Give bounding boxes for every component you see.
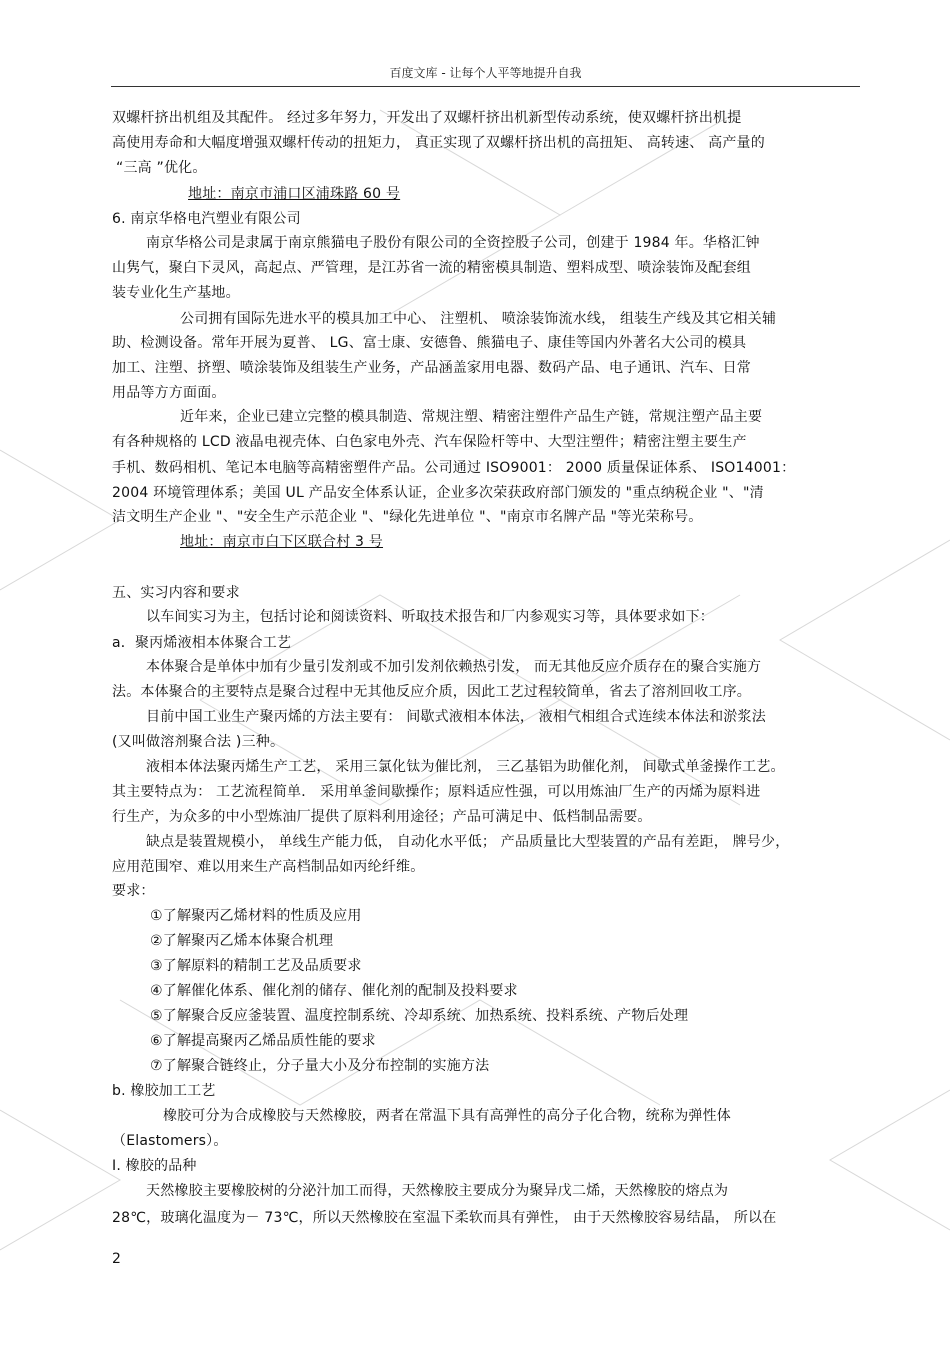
text-line: 手机、数码相机、笔记本电脑等高精密塑件产品。公司通过 ISO9001： 2000 质量保证体系、 ISO14001： (112, 460, 796, 476)
text-line: 助、检测设备。常年开展为夏普、 LG、富士康、安德鲁、熊猫电子、康佳等国内外著名大公司的模具 (112, 335, 747, 351)
text-line: 目前中国工业生产聚丙烯的方法主要有： 间歇式液相本体法， 液相气相组合式连续本体法和淤浆法 (146, 709, 766, 725)
text-line: 有各种规格的 LCD 液晶电视壳体、白色家电外壳、汽车保险杆等中、大型注塑件；精密注塑主要生产 (112, 434, 747, 450)
text-line: 行生产，为众多的中小型炼油厂提供了原料利用途径；产品可满足中、低档制品需要。 (112, 809, 652, 825)
text-line: 洁文明生产企业 "、"安全生产示范企业 "、"绿化先进单位 "、"南京市名牌产品 "等光荣称号。 (112, 509, 703, 525)
text-line: 缺点是装置规模小， 单线生产能力低， 自动化水平低； 产品质量比大型装置的产品有差距， 牌号少， (146, 834, 790, 850)
text-line: (又叫做溶剂聚合法 )三种。 (112, 734, 285, 750)
text-line: 山隽气，聚白下灵风，高起点、严管理，是江苏省一流的精密模具制造、塑料成型、喷涂装饰及配套组 (112, 260, 751, 276)
list-item: ⑥了解提高聚丙乙烯品质性能的要求 (150, 1033, 376, 1049)
text-line: 加工、注塑、挤塑、喷涂装饰及组装生产业务，产品涵盖家用电器、数码产品、电子通讯、汽车、日常 (112, 360, 751, 376)
list-item: ④了解催化体系、催化剂的储存、催化剂的配制及投料要求 (150, 983, 518, 999)
subsection-heading: b. 橡胶加工工艺 (112, 1083, 216, 1099)
text-line: 液相本体法聚丙烯生产工艺， 采用三氯化钛为催比剂， 三乙基铝为助催化剂， 间歇式单釜操作工艺。 (146, 759, 785, 775)
text-line: 南京华格公司是隶属于南京熊猫电子股份有限公司的全资控股子公司，创建于 1984 年。华格汇钟 (146, 235, 760, 251)
text-line: “三高 ”优化。 (116, 160, 207, 176)
page-header: 百度文库 - 让每个人平等地提升自我 (111, 64, 860, 87)
page-number: 2 (112, 1251, 121, 1267)
list-item: ②了解聚丙乙烯本体聚合机理 (150, 933, 334, 949)
text-line: 其主要特点为： 工艺流程简单． 采用单釜间歇操作；原料适应性强，可以用炼油厂生产的丙烯为原料进 (112, 784, 761, 800)
text-line: 法。本体聚合的主要特点是聚合过程中无其他反应介质，因此工艺过程较简单，省去了溶剂回收工序。 (112, 684, 751, 700)
text-line: 以车间实习为主，包括讨论和阅读资料、听取技术报告和厂内参观实习等，具体要求如下： (146, 609, 714, 625)
text-line: （Elastomers）。 (112, 1133, 228, 1149)
section-heading: 6. 南京华格电汽塑业有限公司 (112, 211, 301, 227)
text-line: 用品等方方面面。 (112, 385, 226, 401)
text-line: 28℃，玻璃化温度为－ 73℃，所以天然橡胶在室温下柔软而具有弹性， 由于天然橡胶容易结晶， 所以在 (112, 1210, 777, 1226)
list-item: ⑦了解聚合链终止，分子量大小及分布控制的实施方法 (150, 1058, 490, 1074)
text-line: 公司拥有国际先进水平的模具加工中心、 注塑机、 喷涂装饰流水线， 组装生产线及其它相关辅 (180, 311, 777, 327)
list-item: ①了解聚丙乙烯材料的性质及应用 (150, 908, 362, 924)
text-line: 近年来，企业已建立完整的模具制造、常规注塑、精密注塑件产品生产链，常规注塑产品主要 (180, 409, 763, 425)
text-line: 本体聚合是单体中加有少量引发剂或不加引发剂依赖热引发， 而无其他反应介质存在的聚合实施方 (146, 659, 762, 675)
list-item: ⑤了解聚合反应釜装置、温度控制系统、冷却系统、加热系统、投料系统、产物后处理 (150, 1008, 689, 1024)
text-line: 应用范围窄、难以用来生产高档制品如丙纶纤维。 (112, 859, 425, 875)
text-line: 双螺杆挤出机组及其配件。 经过多年努力，开发出了双螺杆挤出机新型传动系统，使双螺杆挤出机提 (112, 110, 742, 126)
text-line: 高使用寿命和大幅度增强双螺杆传动的扭矩力， 真正实现了双螺杆挤出机的高扭矩、 高转速、 高产量的 (112, 135, 765, 151)
address-line: 地址：南京市浦口区浦珠路 60 号 (188, 186, 401, 202)
text-line: 天然橡胶主要橡胶树的分泌汁加工而得，天然橡胶主要成分为聚异戊二烯，天然橡胶的熔点为 (146, 1183, 729, 1199)
section-heading: 五、实习内容和要求 (112, 585, 240, 601)
subsection-heading: a．聚丙烯液相本体聚合工艺 (112, 635, 292, 651)
list-item: ③了解原料的精制工艺及品质要求 (150, 958, 362, 974)
text-line: 橡胶可分为合成橡胶与天然橡胶，两者在常温下具有高弹性的高分子化合物，统称为弹性体 (163, 1108, 731, 1124)
text-line: 装专业化生产基地。 (112, 285, 240, 301)
address-line: 地址：南京市白下区联合村 3 号 (180, 534, 384, 550)
text-line: 2004 环境管理体系；美国 UL 产品安全体系认证，企业多次荣获政府部门颁发的 "重点纳税企业 "、"清 (112, 485, 764, 501)
text-line: 要求： (112, 883, 155, 899)
subsection-heading: Ⅰ. 橡胶的品种 (112, 1158, 197, 1174)
